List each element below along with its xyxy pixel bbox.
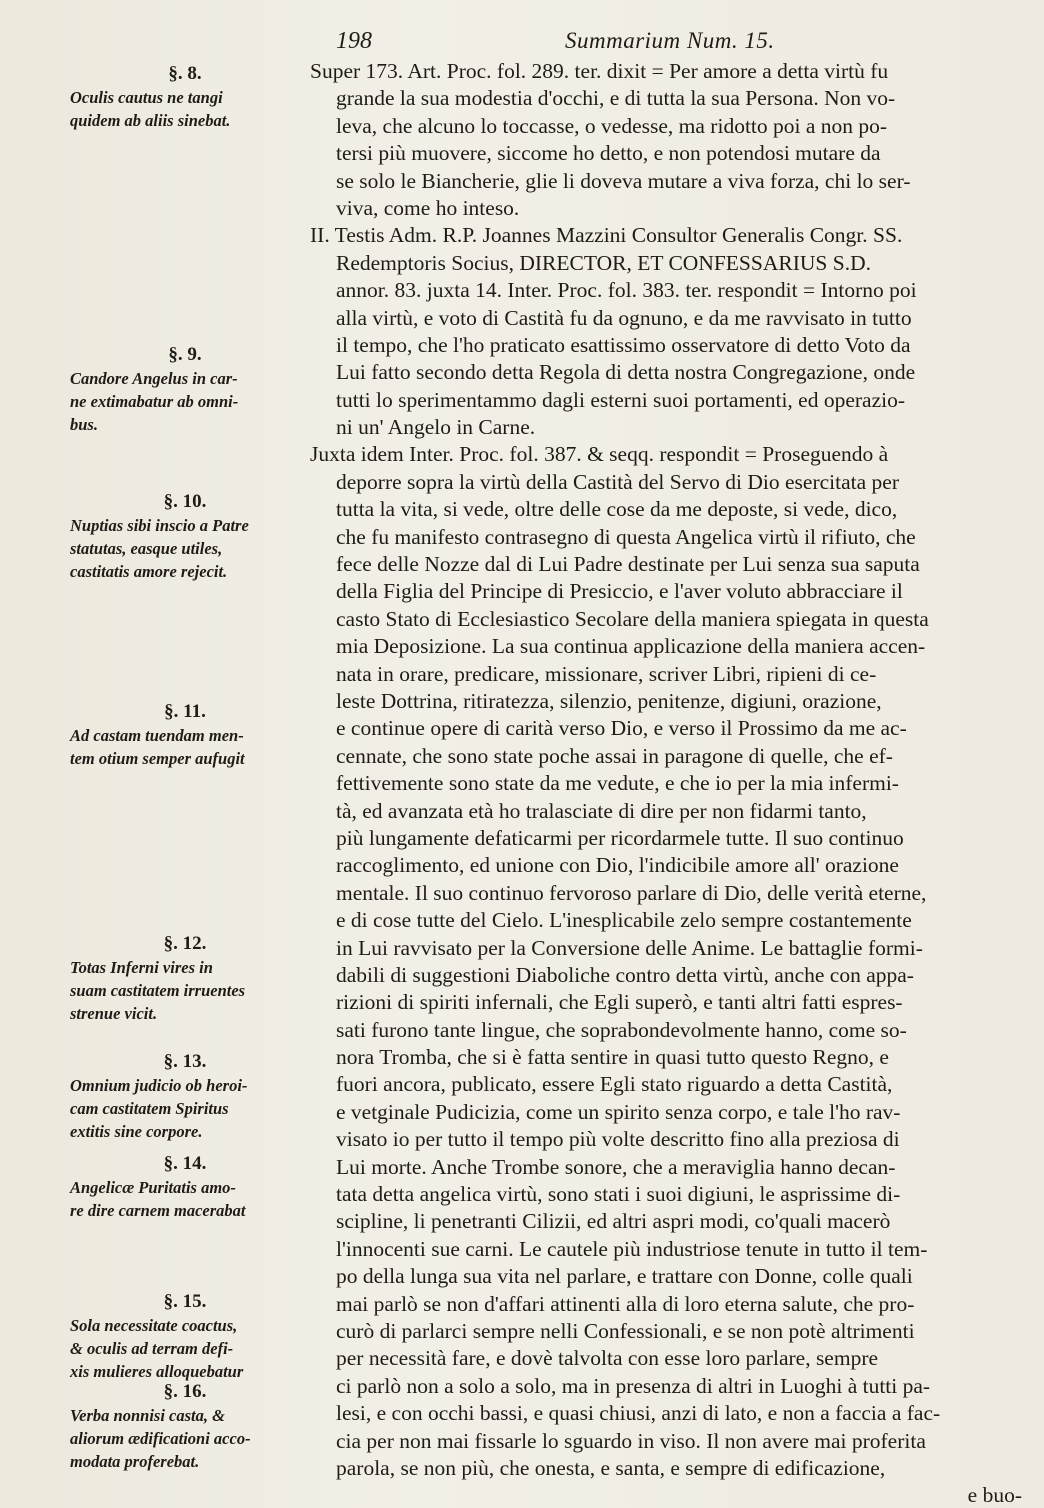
text-line: grande la sua modestia d'occhi, e di tutta la sua Persona. Non vo- — [336, 86, 896, 111]
text-line: tutti lo sperimentammo dagli esterni suoi portamenti, ed operazio- — [336, 387, 906, 412]
note-section-number: §. 8. — [168, 63, 202, 84]
text-line: e buo- — [967, 1483, 1022, 1508]
text-line: tà, ed avanzata età ho tralasciate di dire per non fidarmi tanto, — [336, 798, 867, 823]
note-line: bus. — [70, 415, 98, 434]
note-section-number: §. 10. — [163, 491, 207, 512]
text-line: viva, come ho inteso. — [336, 195, 520, 220]
note-line: cam castitatem Spiritus — [70, 1099, 229, 1118]
text-line: rizioni di spiriti infernali, che Egli superò, e tanti altri fatti espres- — [336, 990, 903, 1015]
text-line: dabili di suggestioni Diaboliche contro detta virtù, anche con appa- — [336, 962, 914, 987]
text-line: raccoglimento, ed unione con Dio, l'indicibile amore all' orazione — [336, 853, 899, 878]
text-line: l'innocenti sue carni. Le cautele più industriose tenute in tutto il tem- — [336, 1236, 928, 1261]
text-line: tutta la vita, si vede, oltre delle cose da me deposte, si vede, dico, — [336, 497, 898, 522]
note-line: xis mulieres alloquebatur — [70, 1362, 244, 1381]
text-line: e vetginale Pudicizia, come un spirito senza corpo, e tale l'ho rav- — [336, 1099, 901, 1124]
text-line: lesi, e con occhi bassi, e quasi chiusi, anzi di lato, e non a faccia a fac- — [336, 1401, 941, 1426]
text-line: nora Tromba, che si è fatta sentire in quasi tutto questo Regno, e — [336, 1045, 889, 1070]
note-line: Angelicæ Puritatis amo- — [70, 1178, 236, 1197]
text-line: mia Deposizione. La sua continua applicazione della maniera accen- — [336, 634, 926, 659]
text-line: curò di parlarci sempre nelli Confessionali, e se non potè altrimenti — [336, 1318, 915, 1343]
note-line: Ad castam tuendam men- — [70, 726, 244, 745]
text-line: leva, che alcuno lo toccasse, o vedesse, ma ridotto poi a non po- — [336, 113, 888, 138]
note-section-number: §. 16. — [163, 1381, 207, 1402]
note-line: re dire carnem macerabat — [70, 1201, 246, 1220]
note-line: & oculis ad terram defi- — [70, 1339, 234, 1358]
text-line: più lungamente defaticarmi per ricordarmele tutte. Il suo continuo — [336, 825, 904, 850]
text-line: cia per non mai fissarle lo sguardo in viso. Il non avere mai proferita — [336, 1428, 926, 1453]
text-line: della Figlia del Principe di Presiccio, e l'aver voluto abbracciare il — [336, 579, 903, 604]
text-line: deporre sopra la virtù della Castità del Servo di Dio esercitata per — [336, 469, 899, 494]
main-text — [310, 58, 1022, 1508]
note-line: aliorum ædificationi acco- — [70, 1429, 251, 1448]
text-line: leste Dottrina, ritiratezza, silenzio, penitenze, digiuni, orazione, — [336, 688, 882, 713]
note-line: Verba nonnisi casta, & — [70, 1406, 225, 1425]
text-line: mai parlò se non d'affari attinenti alla di loro eterna salute, che pro- — [336, 1291, 915, 1316]
note-section-number: §. 11. — [164, 701, 206, 722]
note-line: extitis sine corpore. — [70, 1122, 203, 1141]
note-section-number: §. 12. — [163, 933, 207, 954]
text-line: fuori ancora, publicato, essere Egli stato riguardo a detta Castità, — [336, 1072, 893, 1097]
text-line: tata detta angelica virtù, sono stati i suoi digiuni, le asprissime di- — [336, 1182, 901, 1207]
margin-note — [70, 1380, 300, 1473]
text-line: Juxta idem Inter. Proc. fol. 387. & seqq. respondit = Proseguendo à — [310, 442, 889, 467]
note-line: suam castitatem irruentes — [70, 981, 246, 1000]
text-line: Redemptoris Socius, DIRECTOR, ET CONFESSARIUS S.D. — [336, 250, 871, 275]
text-line: il tempo, che l'ho praticato esattissimo osservatore di detto Voto da — [336, 332, 911, 357]
note-line: castitatis amore rejecit. — [70, 562, 228, 581]
margin-note — [70, 62, 300, 132]
note-line: Sola necessitate coactus, — [70, 1316, 238, 1335]
text-line: annor. 83. juxta 14. Inter. Proc. fol. 383. ter. respondit = Intorno poi — [336, 278, 917, 303]
note-line: tem otium semper aufugit — [70, 749, 245, 768]
note-section-number: §. 13. — [163, 1051, 207, 1072]
text-line: se solo le Biancherie, glie li doveva mutare a viva forza, chi lo ser- — [336, 168, 911, 193]
text-line: in Lui ravvisato per la Conversione delle Anime. Le battaglie formi- — [336, 935, 923, 960]
note-line: Omnium judicio ob heroi- — [70, 1076, 248, 1095]
margin-note — [70, 343, 300, 436]
text-line: tersi più muovere, siccome ho detto, e non potendosi mutare da — [336, 141, 881, 166]
margin-note — [70, 1290, 300, 1383]
text-line: Lui fatto secondo detta Regola di detta nostra Congregazione, onde — [336, 360, 916, 385]
text-line: scipline, li penetranti Cilizii, ed altri aspri modi, co'quali macerò — [336, 1209, 891, 1234]
text-line: alla virtù, e voto di Castità fu da ognuno, e da me ravvisato in tutto — [336, 305, 912, 330]
text-line: Super 173. Art. Proc. fol. 289. ter. dixit = Per amore a detta virtù fu — [310, 59, 889, 83]
text-line: Lui morte. Anche Trombe sonore, che a meraviglia hanno decan- — [336, 1154, 896, 1179]
margin-note — [70, 490, 300, 583]
note-line: quidem ab aliis sinebat. — [70, 111, 231, 130]
text-line: cennate, che sono state poche assai in paragone di quelle, che ef- — [336, 743, 893, 768]
note-line: strenue vicit. — [70, 1004, 158, 1023]
text-line: II. Testis Adm. R.P. Joannes Mazzini Consultor Generalis Congr. SS. — [310, 223, 903, 248]
text-line: sati furono tante lingue, che soprabondevolmente hanno, come so- — [336, 1017, 907, 1042]
text-line: mentale. Il suo continuo fervoroso parlare di Dio, delle verità eterne, — [336, 880, 927, 905]
text-line: e continue opere di carità verso Dio, e verso il Prossimo da me ac- — [336, 716, 907, 741]
text-line: ni un' Angelo in Carne. — [336, 415, 536, 440]
margin-note — [70, 700, 300, 770]
text-line: nata in orare, predicare, missionare, scriver Libri, ripieni di ce- — [336, 661, 877, 686]
margin-note — [70, 932, 300, 1025]
note-section-number: §. 9. — [168, 344, 202, 365]
note-line: modata proferebat. — [70, 1452, 200, 1471]
note-line: Candore Angelus in car- — [70, 369, 238, 388]
margin-notes — [70, 0, 300, 1508]
margin-note — [70, 1050, 300, 1143]
note-section-number: §. 14. — [163, 1153, 207, 1174]
running-head: Summarium Num. 15. — [565, 28, 775, 53]
text-line: fece delle Nozze dal di Lui Padre destinate per Lui senza sua saputa — [336, 552, 920, 577]
note-line: statutas, easque utiles, — [70, 539, 223, 558]
text-line: visato io per tutto il tempo più volte descritto fino alla preziosa di — [336, 1127, 900, 1152]
text-line: casto Stato di Ecclesiastico Secolare della maniera spiegata in questa — [336, 606, 929, 631]
note-line: Nuptias sibi inscio a Patre — [70, 516, 249, 535]
text-line: parola, se non più, che onesta, e santa, e sempre di edificazione, — [336, 1455, 886, 1480]
note-section-number: §. 15. — [163, 1291, 207, 1312]
text-line: ci parlò non a solo a solo, ma in presenza di altri in Luoghi à tutti pa- — [336, 1373, 931, 1398]
note-line: ne extimabatur ab omni- — [70, 392, 239, 411]
page-number: 198 — [336, 28, 372, 54]
text-line: po della lunga sua vita nel parlare, e trattare con Donne, colle quali — [336, 1264, 913, 1289]
text-line: per necessità fare, e dovè talvolta con esse loro parlare, sempre — [336, 1346, 879, 1371]
text-line: fettivemente sono state da me vedute, e che io per la mia infermi- — [336, 771, 899, 796]
note-line: Oculis cautus ne tangi — [70, 88, 223, 107]
margin-note — [70, 1152, 300, 1222]
note-line: Totas Inferni vires in — [70, 958, 213, 977]
text-line: e di cose tutte del Cielo. L'inesplicabile zelo sempre costantemente — [336, 908, 912, 933]
text-line: che fu manifesto contrasegno di questa Angelica virtù il rifiuto, che — [336, 524, 916, 549]
